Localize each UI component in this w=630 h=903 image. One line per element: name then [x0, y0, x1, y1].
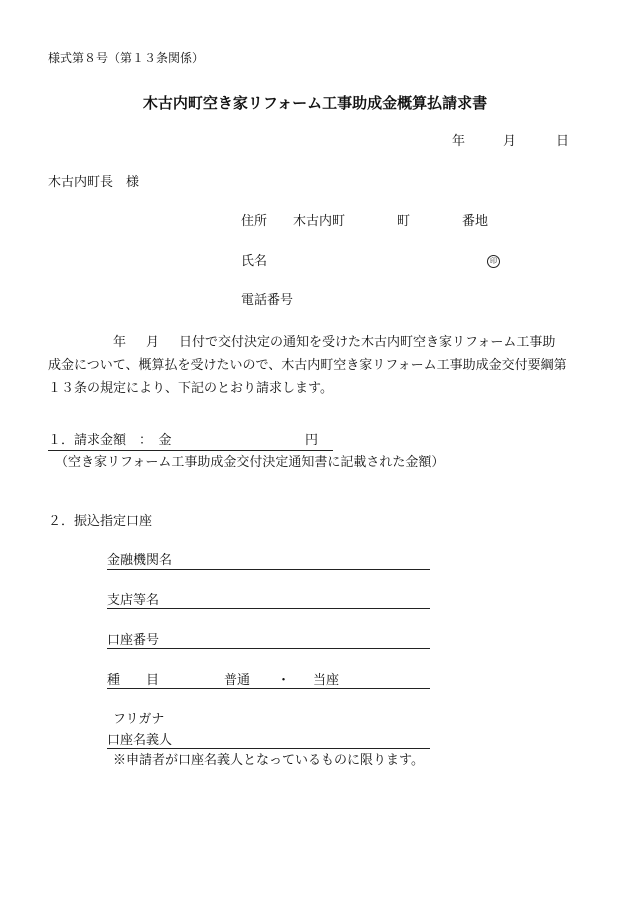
branch-name-label: 支店等名: [107, 593, 160, 608]
account-type-line: [107, 688, 430, 689]
date-year-label: 年: [452, 134, 466, 149]
date-day-label: 日: [556, 134, 570, 149]
phone-label: 電話番号: [241, 293, 294, 308]
statement-year: 年: [113, 335, 127, 350]
statement-line-2: 成金について、概算払を受けたいので、木古内町空き家リフォーム工事助成金交付要綱第: [48, 358, 567, 373]
addressee: 木古内町長 様: [48, 175, 140, 190]
account-type-ordinary: 普通: [224, 673, 251, 688]
bank-name-line: [107, 569, 430, 570]
bank-name-label: 金融機関名: [107, 553, 173, 568]
section1-note: （空き家リフォーム工事助成金交付決定通知書に記載された金額）: [55, 455, 445, 470]
account-holder-line: [107, 748, 430, 749]
address-banchi: 番地: [462, 214, 489, 229]
address-label: 住所: [241, 214, 268, 229]
account-holder-label: 口座名義人: [107, 733, 173, 748]
branch-name-line: [107, 608, 430, 609]
holder-note: ※申請者が口座名義人となっているものに限ります。: [113, 753, 424, 768]
page-title: 木古内町空き家リフォーム工事助成金概算払請求書: [142, 94, 488, 112]
statement-line-1: [48, 331, 576, 354]
account-type-separator: ・: [277, 673, 291, 688]
name-label: 氏名: [241, 254, 268, 269]
section2-label: ２．振込指定口座: [48, 514, 153, 529]
section1-label: １．請求金額 ： 金: [48, 433, 172, 448]
request-statement: [48, 331, 576, 400]
furigana-label: フリガナ: [113, 712, 165, 727]
address-town: 木古内町: [293, 214, 346, 229]
statement-line-1-text: 日付で交付決定の通知を受けた木古内町空き家リフォーム工事助: [179, 335, 556, 350]
date-month-label: 月: [503, 134, 517, 149]
amount-underline: [48, 450, 333, 451]
account-type-label: 種 目: [107, 673, 160, 688]
address-cho: 町: [397, 214, 411, 229]
section1-unit: 円: [305, 433, 319, 448]
statement-line-3: １３条の規定により、下記のとおり請求します。: [48, 381, 333, 396]
form-number: 様式第８号（第１３条関係）: [48, 51, 205, 65]
statement-month: 月: [146, 335, 160, 350]
account-number-line: [107, 648, 430, 649]
account-type-current: 当座: [313, 673, 340, 688]
seal-mark: 印: [487, 255, 500, 268]
account-number-label: 口座番号: [107, 633, 160, 648]
